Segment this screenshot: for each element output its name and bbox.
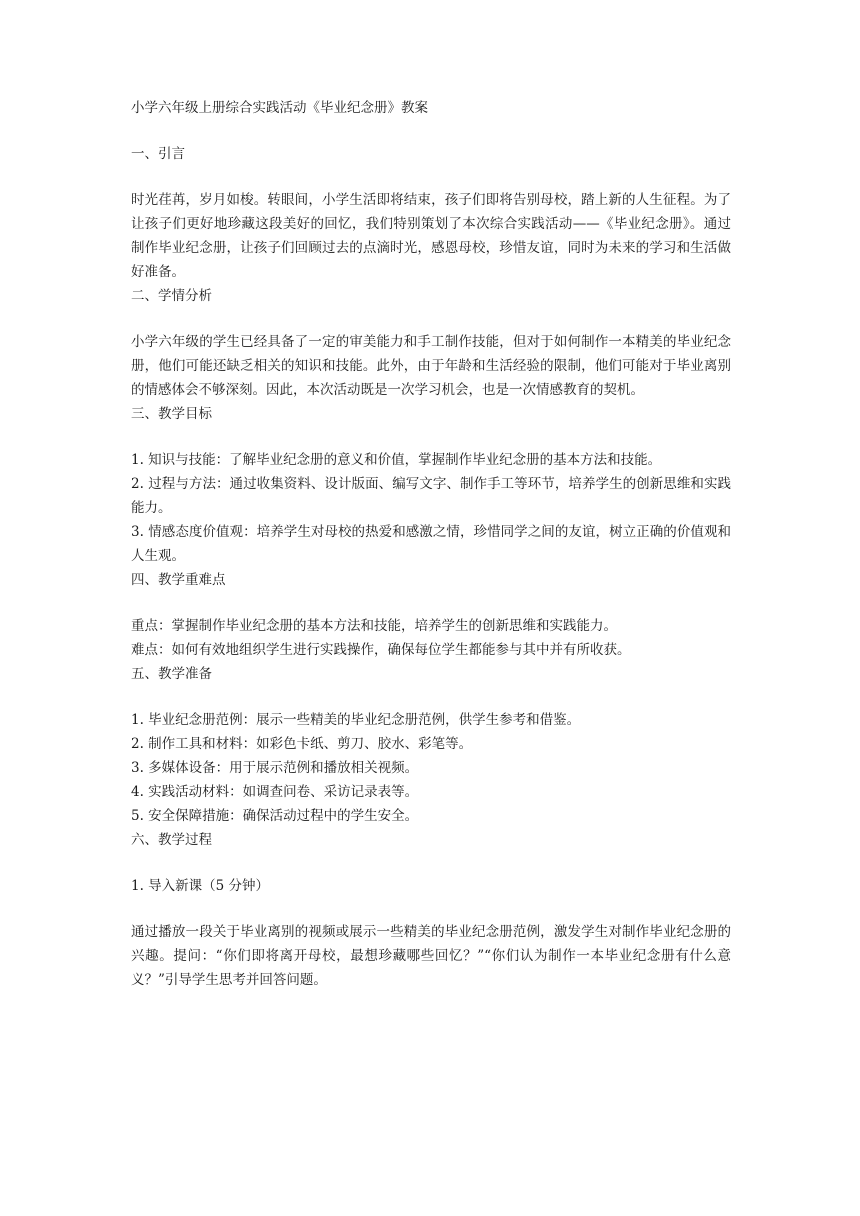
section-heading: 二、学情分析 (131, 288, 212, 304)
paragraph: 小学六年级的学生已经具备了一定的审美能力和手工制作技能，但对于如何制作一本精美的毕业纪念册，他们可能还缺乏相关的知识和技能。此外，由于年龄和生活经验的限制，他们可能对于毕业离别的情感体会不够深刻。因此，本次活动既是一次学习机会，也是一次情感教育的契机。 (131, 334, 731, 398)
section-teaching-preparation (131, 662, 731, 828)
list-item: 2. 制作工具和材料：如彩色卡纸、剪刀、胶水、彩笔等。 (131, 736, 473, 752)
section-learner-analysis (131, 284, 731, 402)
section-heading: 六、教学过程 (131, 832, 212, 848)
paragraph: 通过播放一段关于毕业离别的视频或展示一些精美的毕业纪念册范例，激发学生对制作毕业纪念册的兴趣。提问：“你们即将离开母校，最想珍藏哪些回忆？”“你们认为制作一本毕业纪念册有什么意义？”引导学生思考并回答问题。 (131, 924, 731, 988)
list-item: 3. 情感态度价值观：培养学生对母校的热爱和感激之情，珍惜同学之间的友谊，树立正确的价值观和人生观。 (131, 524, 731, 564)
objectives-list (131, 448, 731, 568)
paragraph: 时光荏苒，岁月如梭。转眼间，小学生活即将结束，孩子们即将告别母校，踏上新的人生征程。为了让孩子们更好地珍藏这段美好的回忆，我们特别策划了本次综合实践活动——《毕业纪念册》。通过制作毕业纪念册，让孩子们回顾过去的点滴时光，感恩母校，珍惜友谊，同时为未来的学习和生活做好准备。 (131, 192, 731, 280)
section-heading: 三、教学目标 (131, 406, 212, 422)
document-title: 小学六年级上册综合实践活动《毕业纪念册》教案 (131, 100, 428, 116)
list-item: 难点：如何有效地组织学生进行实践操作，确保每位学生都能参与其中并有所收获。 (131, 642, 631, 658)
section-key-points (131, 568, 731, 662)
preparation-list (131, 708, 731, 828)
section-heading: 五、教学准备 (131, 666, 212, 682)
document-page (131, 96, 731, 992)
list-item: 5. 安全保障措施：确保活动过程中的学生安全。 (131, 808, 419, 824)
list-item: 3. 多媒体设备：用于展示范例和播放相关视频。 (131, 760, 419, 776)
list-item: 4. 实践活动材料：如调查问卷、采访记录表等。 (131, 784, 419, 800)
section-teaching-objectives (131, 402, 731, 568)
subsection-heading: 1. 导入新课（5 分钟） (131, 878, 270, 894)
key-points-list (131, 614, 731, 662)
list-item: 2. 过程与方法：通过收集资料、设计版面、编写文字、制作手工等环节，培养学生的创新思维和实践能力。 (131, 476, 731, 516)
section-introduction (131, 142, 731, 284)
section-heading: 一、引言 (131, 146, 185, 162)
list-item: 1. 毕业纪念册范例：展示一些精美的毕业纪念册范例，供学生参考和借鉴。 (131, 712, 581, 728)
section-teaching-process (131, 828, 731, 992)
section-heading: 四、教学重难点 (131, 572, 226, 588)
list-item: 1. 知识与技能：了解毕业纪念册的意义和价值，掌握制作毕业纪念册的基本方法和技能。 (131, 452, 662, 468)
list-item: 重点：掌握制作毕业纪念册的基本方法和技能，培养学生的创新思维和实践能力。 (131, 618, 617, 634)
